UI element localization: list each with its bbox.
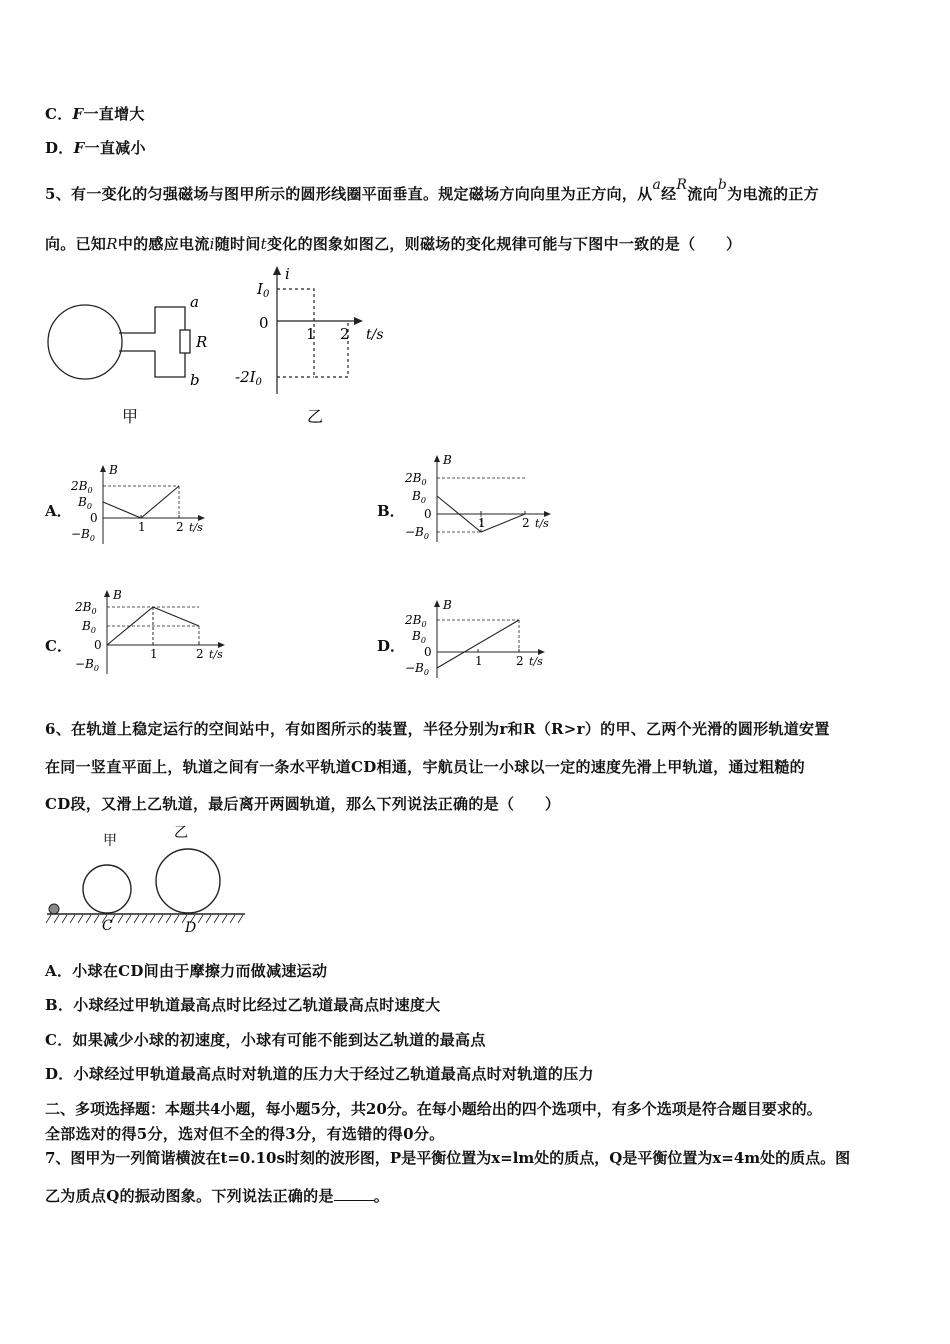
I0-label: $I_0$ xyxy=(257,280,270,300)
zero-label: 0 xyxy=(259,314,269,332)
answer-blank xyxy=(334,1186,374,1201)
x-axis-label: t/s xyxy=(189,521,203,534)
ytick-negB0: $-B_0$ xyxy=(405,525,429,541)
q5-option-a-label: A． xyxy=(45,502,72,520)
t1-label: 1 xyxy=(306,325,316,343)
ytick-zero: 0 xyxy=(424,645,432,659)
label-a: a xyxy=(190,293,199,311)
q6-option-a: A．小球在CD间由于摩擦力而做减速运动 xyxy=(45,962,328,980)
x-axis-label: t/s xyxy=(535,517,549,530)
ytick-zero: 0 xyxy=(90,511,98,525)
y-axis-arrow xyxy=(434,600,440,607)
q6-stem-line3: CD段，又滑上乙轨道，最后离开两圆轨道，那么下列说法正确的是（ ） xyxy=(45,795,561,813)
q5-option-d-label: D． xyxy=(377,637,406,655)
xtick-1: 1 xyxy=(138,520,146,534)
y-axis-label: B xyxy=(443,453,452,467)
t2-label: 2 xyxy=(340,325,350,343)
ytick-negB0: $-B_0$ xyxy=(405,661,429,677)
xtick-2: 2 xyxy=(196,647,204,661)
xtick-1: 1 xyxy=(478,516,486,530)
series-line xyxy=(103,486,179,518)
y-axis-arrow xyxy=(104,590,110,597)
q5-option-a-graph xyxy=(71,460,225,550)
q5-option-b-graph xyxy=(405,450,575,545)
xtick-2: 2 xyxy=(516,654,524,668)
ytick-B0: $B_0$ xyxy=(412,489,426,505)
q6-option-d: D．小球经过甲轨道最高点时对轨道的压力大于经过乙轨道最高点时对轨道的压力 xyxy=(45,1065,594,1083)
x-axis-label: t/s xyxy=(209,648,223,661)
neg-label: $-2I_0$ xyxy=(235,368,262,388)
q7-stem-line1: 7、图甲为一列简谐横波在t=0.10s时刻的波形图，P是平衡位置为x=lm处的质点，Q是平衡位置为x=4m处的质点。图 xyxy=(45,1149,851,1167)
ytick-2B0: $2B_0$ xyxy=(405,613,427,629)
xtick-2: 2 xyxy=(522,516,530,530)
q5-option-d-graph xyxy=(405,595,565,685)
q6-stem-line2: 在同一竖直平面上，轨道之间有一条水平轨道CD相通，宇航员让一小球以一定的速度先滑上甲轨道，通过粗糙的 xyxy=(45,758,805,776)
q6-stem-line1: 6、在轨道上稳定运行的空间站中，有如图所示的装置，半径分别为r和R（R>r）的甲、乙两个光滑的圆形轨道安置 xyxy=(45,720,830,738)
xtick-1: 1 xyxy=(475,654,483,668)
y-axis-label: B xyxy=(109,463,118,477)
q7-stem-line2: 乙为质点Q的振动图象。下列说法正确的是 。 xyxy=(45,1187,390,1205)
label-D: D xyxy=(185,920,197,936)
q5-stem-line1: 5、有一变化的匀强磁场与图甲所示的圆形线圈平面垂直。规定磁场方向向里为正方向，从a经R流向b为电流的正方 xyxy=(45,177,819,203)
q5-option-b-label: B． xyxy=(377,502,405,520)
ytick-B0: $B_0$ xyxy=(78,495,92,511)
q6-option-c: C．如果减少小球的初速度，小球有可能不能到达乙轨道的最高点 xyxy=(45,1031,486,1049)
fig-yi-current-graph xyxy=(235,262,405,432)
t-axis-label: t/s xyxy=(366,327,384,343)
q5-option-c-graph xyxy=(75,585,245,680)
i-axis-label: i xyxy=(285,265,290,283)
q6-option-b: B．小球经过甲轨道最高点时比经过乙轨道最高点时速度大 xyxy=(45,996,441,1014)
ytick-zero: 0 xyxy=(94,638,102,652)
section2-heading-line2: 全部选对的得5分，选对但不全的得3分，有选错的得0分。 xyxy=(45,1125,445,1143)
label-R: R xyxy=(196,333,208,351)
ytick-2B0: $2B_0$ xyxy=(75,600,97,616)
y-axis-label: B xyxy=(443,598,452,612)
ytick-B0: $B_0$ xyxy=(412,629,426,645)
ytick-negB0: $-B_0$ xyxy=(75,657,99,673)
x-axis-label: t/s xyxy=(529,655,543,668)
ytick-B0: $B_0$ xyxy=(82,619,96,635)
q4-option-d: D．F一直减小 xyxy=(45,139,146,157)
section2-heading-line1: 二、多项选择题：本题共4小题，每小题5分，共20分。在每小题给出的四个选项中，有多个选项是符合题目要求的。 xyxy=(45,1100,822,1118)
ytick-negB0: $-B_0$ xyxy=(71,527,95,543)
caption-yi: 乙 xyxy=(307,407,324,426)
y-axis-arrow xyxy=(434,455,440,462)
caption-jia: 甲 xyxy=(122,407,139,426)
q4-option-c: C．F一直增大 xyxy=(45,105,145,123)
xtick-1: 1 xyxy=(150,647,158,661)
ytick-2B0: $2B_0$ xyxy=(405,471,427,487)
y-axis-label: B xyxy=(113,588,122,602)
ytick-zero: 0 xyxy=(424,507,432,521)
ytick-2B0: $2B_0$ xyxy=(71,479,93,495)
q5-option-c-label: C． xyxy=(45,637,72,655)
q5-stem-line2: 向。已知R中的感应电流i随时间t变化的图象如图乙，则磁场的变化规律可能与下图中一致的是（ ） xyxy=(45,235,742,253)
label-yi: 乙 xyxy=(174,825,188,841)
label-b: b xyxy=(190,371,200,389)
xtick-2: 2 xyxy=(176,520,184,534)
y-axis-arrow xyxy=(100,465,106,472)
q6-track-figure xyxy=(45,820,255,940)
label-jia: 甲 xyxy=(103,833,117,849)
label-C: C xyxy=(102,918,113,934)
fig-jia-coil xyxy=(45,285,235,430)
